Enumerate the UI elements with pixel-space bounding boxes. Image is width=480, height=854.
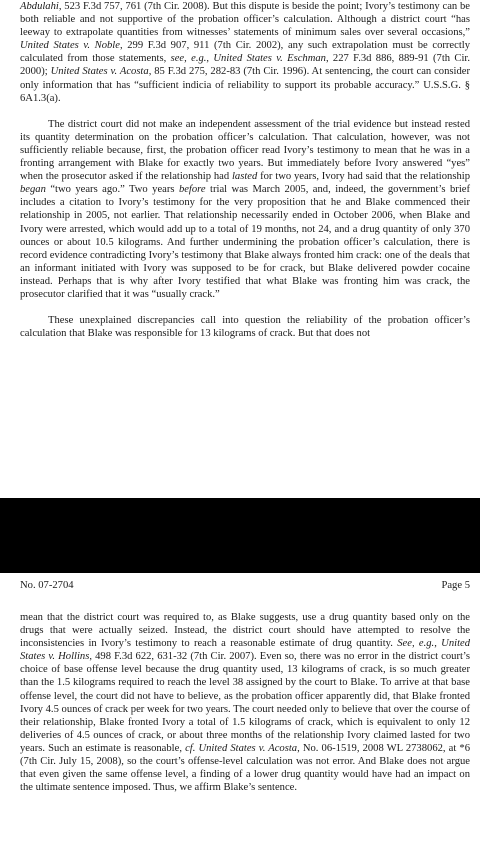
page-content bbox=[20, 579, 470, 794]
page-content bbox=[20, 0, 470, 340]
paragraph-discrepancies: These unexplained discrepancies call into question the reliability of the probation officer’s calculation that Blake was responsible for 13 kilograms of crack. But that does not bbox=[20, 315, 470, 340]
paragraph-quantity-analysis: The district court did not make an independent assessment of the trial evidence but instead rested its quantity determination on the probation officer’s calculation. That calculation, however, was not sufficiently reliable because, first, the probation officer read Ivory’s testimony to mean that he was in a fronting arrangement with Blake for exactly two years. But immediately before Ivory answered “yes” when the prosecutor asked if the relationship had lasted for two years, Ivory had said that the relationship began “two years ago.” Two years before trial was March 2005, and, indeed, the government’s brief includes a citation to Ivory’s testimony for the very proposition that he and Blake commenced their relationship in 2005, not earlier. That relationship necessarily ended in October 2006, when Blake and Ivory were arrested, which would add up to a total of 19 months, not 24, and a drug quantity of only 370 ounces or about 10.5 kilograms. And further undermining the probation officer’s calculation, there is record evidence contradicting Ivory’s testimony that Blake always fronted him crack: one of the deals that an informant initiated with Ivory was supposed to be for crack, but Blake delivered powder cocaine instead. Perhaps that is why after Ivory testified that what Blake was fronting him was crack, the prosecutor clarified that it was “usually crack.” bbox=[20, 118, 470, 300]
case-number: No. 07-2704 bbox=[20, 580, 74, 591]
page-separator bbox=[0, 498, 480, 573]
paragraph-continued: mean that the district court was required to, as Blake suggests, use a drug quantity based only on the drugs that were actually seized. Instead, the district court should have attempted to resolve the inconsistencies in Ivory’s testimony to reach a reasonable estimate of drug quantity. See, e.g., United States v. Hollins, 498 F.3d 622, 631-32 (7th Cir. 2007). Even so, there was no error in the district court’s choice of base offense level because the drug quantity used, 13 kilograms of crack, is so much greater than the 1.5 kilograms required to reach the level 38 assigned by the court to Blake. To arrive at that base offense level, the court did not have to believe, as the probation officer apparently did, that Blake fronted Ivory 4.5 ounces of crack per week for two years. The court needed only to believe that over the course of their relationship, Blake fronted Ivory a total of 1.5 kilograms of crack, which is equivalent to only 12 deliveries of 4.5 ounces of crack, or about three months of the relationship Ivory claimed lasted for two years. Such an estimate is reasonable, cf. United States v. Acosta, No. 06-1519, 2008 WL 2738062, at *6 (7th Cir. July 15, 2008), so the court’s offense-level calculation was not error. And Blake does not argue that even given the same offense level, a finding of a lower drug quantity would have had an impact on the ultimate sentence imposed. Thus, we affirm Blake’s sentence. bbox=[20, 612, 471, 794]
page-header bbox=[20, 579, 470, 592]
page-sheet-5 bbox=[0, 573, 480, 854]
paragraph-continued: Abdulahi, 523 F.3d 757, 761 (7th Cir. 2008). But this dispute is beside the point; Ivory’s testimony can be both reliable and not supportive of the probation officer’s calculation. Although a district court “has leeway to extrapolate quantities from witnesses’ statements of minimum sales over several occasions,” United States v. Noble, 299 F.3d 907, 911 (7th Cir. 2002), any such extrapolation must be correctly calculated from those statements, see, e.g., United States v. Eschman, 227 F.3d 886, 889-91 (7th Cir. 2000); United States v. Acosta, 85 F.3d 275, 282-83 (7th Cir. 1996). At sentencing, the court can consider only information that has “sufficient indicia of reliability to support its probable accuracy.” U.S.S.G. § 6A1.3(a). bbox=[20, 1, 471, 104]
page-number: Page 5 bbox=[441, 580, 470, 591]
